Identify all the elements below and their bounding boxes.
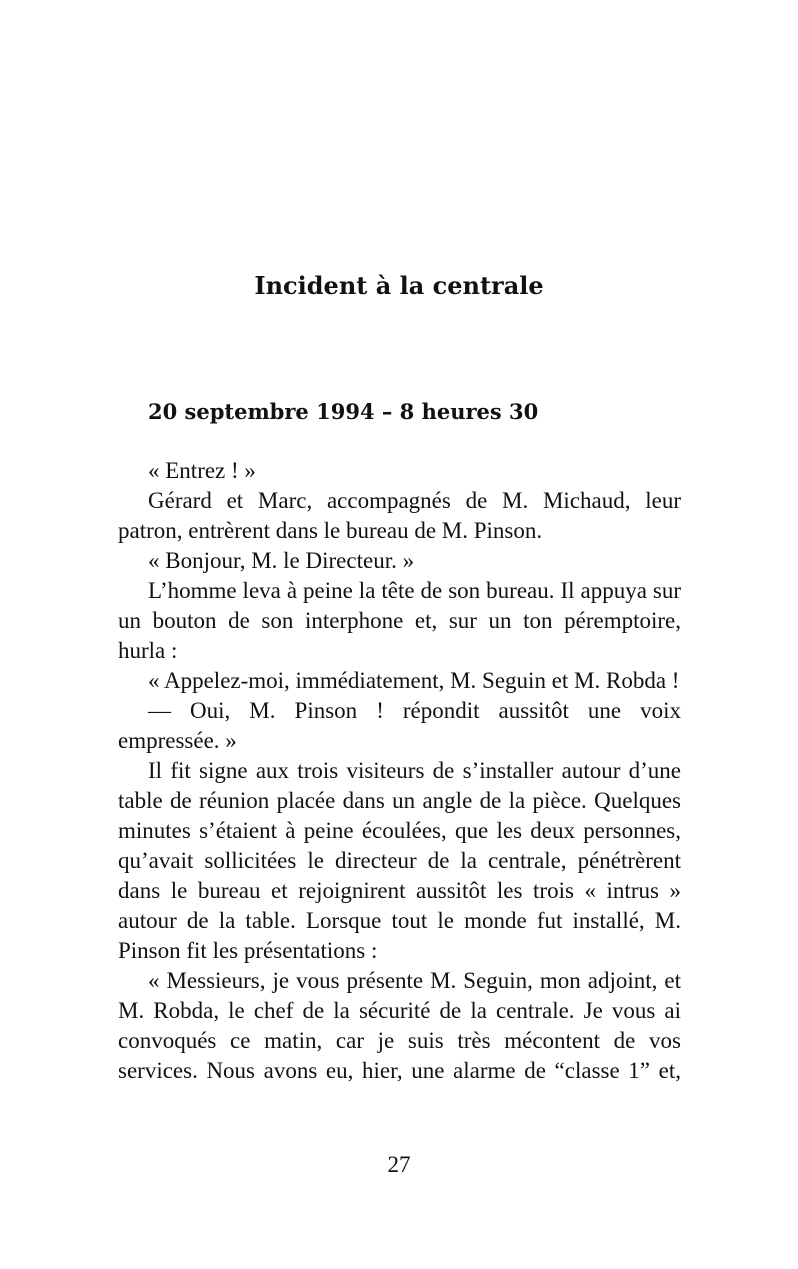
- paragraph: « Entrez ! »: [148, 458, 256, 483]
- paragraph: Il fit signe aux trois visiteurs de s’installer autour d’une table de réunion placée dans un angle de la pièce. Quelques minutes s’étaient à peine écoulées, que les deux personnes, qu’avait sollicitées le directeur de la centrale, pénétrèrent dans le bureau et rejoignirent aussitôt les trois « intrus » autour de la table. Lorsque tout le monde fut installé, M. Pinson fit les présentations :: [118, 758, 681, 963]
- paragraph: « Bonjour, M. le Directeur. »: [148, 548, 415, 573]
- paragraph: Gérard et Marc, accompagnés de M. Michaud, leur patron, entrèrent dans le bureau de M. Pinson.: [118, 488, 681, 543]
- paragraph: « Messieurs, je vous présente M. Seguin, mon adjoint, et M. Robda, le chef de la sécurité de la centrale. Je vous ai convoqués ce matin, car je suis très mécontent de vos services. Nous avons eu, hier, une alarme de “classe 1” et,: [118, 968, 681, 1083]
- paragraph: — Oui, M. Pinson ! répondit aussitôt une voix empressée. »: [118, 698, 681, 753]
- paragraph: « Appelez-moi, immédiatement, M. Seguin et M. Robda !: [148, 668, 680, 693]
- section-heading: 20 septembre 1994 – 8 heures 30: [148, 399, 539, 424]
- paragraph: L’homme leva à peine la tête de son bureau. Il appuya sur un bouton de son interphone et, sur un ton péremptoire, hurla :: [118, 578, 681, 663]
- page-number: 27: [387, 1152, 411, 1177]
- chapter-title: Incident à la centrale: [254, 271, 544, 300]
- body-text: [118, 456, 681, 1086]
